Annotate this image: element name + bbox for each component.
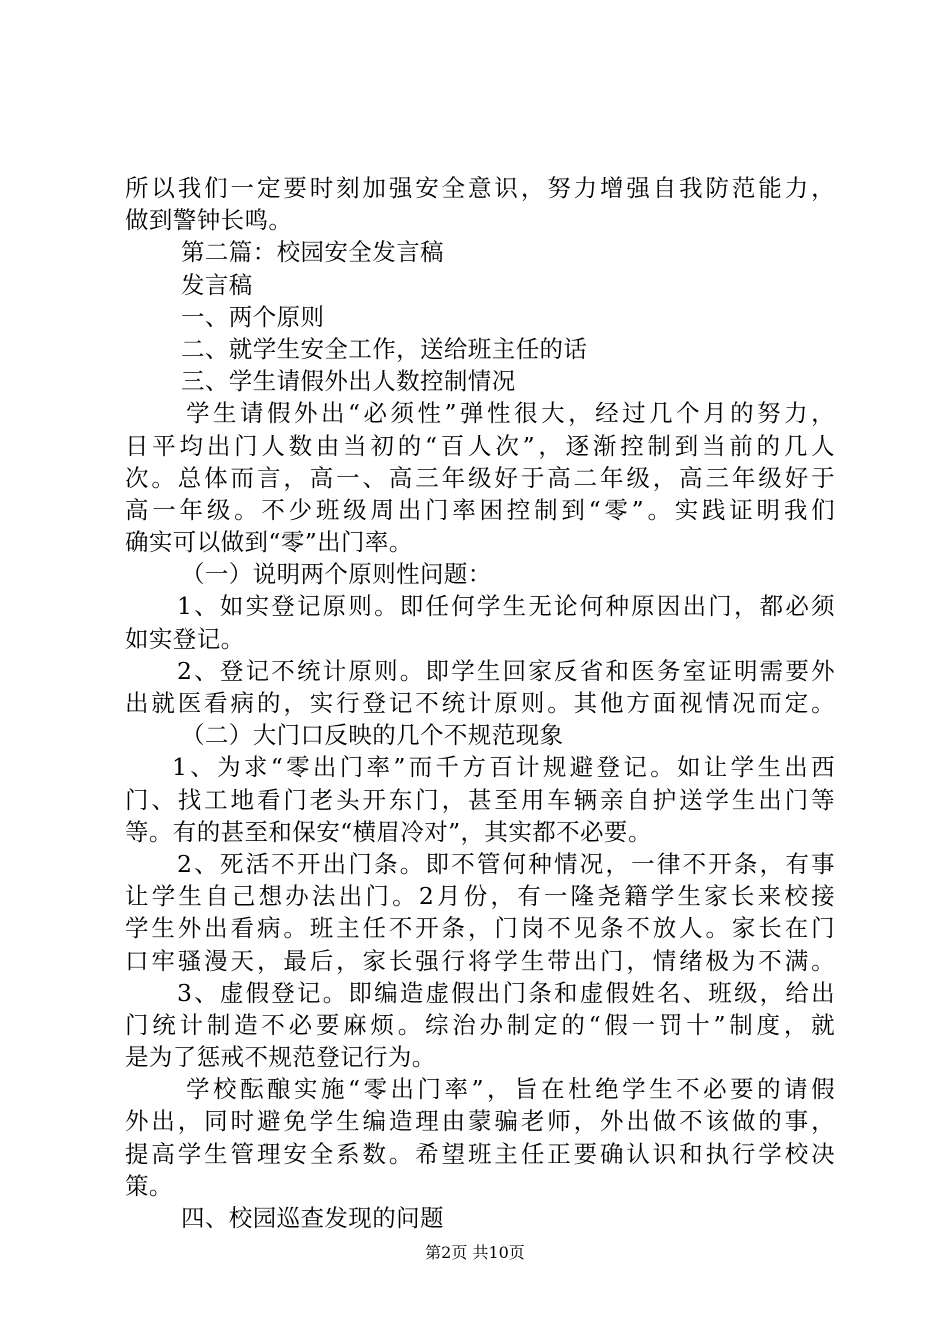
paragraph-line: 门统计制造不必要麻烦。综治办制定的“假一罚十”制度，就 <box>125 1010 835 1039</box>
paragraph-line: 等。有的甚至和保安“横眉冷对”，其实都不必要。 <box>125 817 652 846</box>
heading-line: 三、学生请假外出人数控制情况 <box>181 367 516 396</box>
heading-line: 四、校园巡查发现的问题 <box>181 1204 444 1232</box>
paragraph-line: 学校酝酿实施“零出门率”，旨在杜绝学生不必要的请假 <box>186 1075 835 1104</box>
paragraph-line: 外出，同时避免学生编造理由蒙骗老师，外出做不该做的事， <box>125 1107 835 1136</box>
page-number: 第2页 共10页 <box>425 1243 525 1262</box>
paragraph-line: 学生请假外出“必须性”弹性很大，经过几个月的努力， <box>186 399 835 428</box>
page-footer <box>0 1243 950 1263</box>
body-text <box>125 172 835 1234</box>
section-title: 第二篇：校园安全发言稿 <box>181 238 444 267</box>
paragraph-line: 是为了惩戒不规范登记行为。 <box>125 1043 436 1072</box>
paragraph-line: 1、为求“零出门率”而千方百计规避登记。如让学生出西 <box>172 753 835 782</box>
paragraph-line: 确实可以做到“零”出门率。 <box>125 528 413 557</box>
paragraph-line: 如实登记。 <box>125 624 245 653</box>
paragraph-line: 所以我们一定要时刻加强安全意识，努力增强自我防范能力， <box>125 174 835 202</box>
paragraph-line: 出就医看病的，实行登记不统计原则。其他方面视情况而定。 <box>125 689 835 717</box>
paragraph-line: 门、找工地看门老头开东门，甚至用车辆亲自护送学生出门等 <box>125 785 835 814</box>
paragraph-line: 日平均出门人数由当初的“百人次”，逐渐控制到当前的几人 <box>125 431 835 460</box>
paragraph-line: 让学生自己想办法出门。2月份，有一隆尧籍学生家长来校接 <box>125 882 835 911</box>
heading-line: 一、两个原则 <box>181 302 325 331</box>
paragraph-line: 高一年级。不少班级周出门率困控制到“零”。实践证明我们 <box>125 495 835 524</box>
paragraph-line: 提高学生管理安全系数。希望班主任正要确认识和执行学校决 <box>125 1139 835 1168</box>
heading-line: 二、就学生安全工作，送给班主任的话 <box>181 334 588 363</box>
heading-line: 发言稿 <box>181 270 253 299</box>
subheading-line: （二）大门口反映的几个不规范现象 <box>181 721 564 750</box>
paragraph-line: 策。 <box>125 1171 173 1200</box>
paragraph-line: 做到警钟长鸣。 <box>125 206 293 235</box>
paragraph-line: 口牢骚漫天，最后，家长强行将学生带出门，情绪极为不满。 <box>125 946 835 975</box>
paragraph-line: 2、登记不统计原则。即学生回家反省和医务室证明需要外 <box>177 656 835 685</box>
paragraph-line: 学生外出看病。班主任不开条，门岗不见条不放人。家长在门 <box>125 914 835 943</box>
paragraph-line: 3、虚假登记。即编造虚假出门条和虚假姓名、班级，给出 <box>177 978 835 1007</box>
subheading-line: （一）说明两个原则性问题： <box>181 560 492 589</box>
paragraph-line: 1、如实登记原则。即任何学生无论何种原因出门，都必须 <box>177 592 835 621</box>
paragraph-line: 次。总体而言，高一、高三年级好于高二年级，高三年级好于 <box>125 463 835 492</box>
paragraph-line: 2、死活不开出门条。即不管何种情况，一律不开条，有事 <box>177 849 835 878</box>
